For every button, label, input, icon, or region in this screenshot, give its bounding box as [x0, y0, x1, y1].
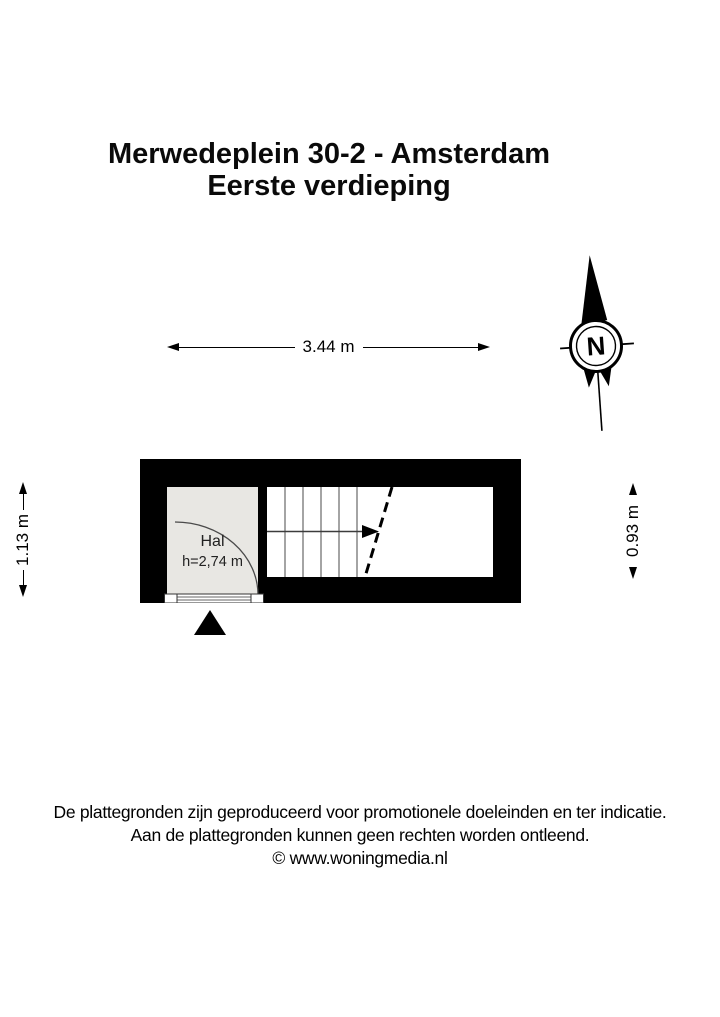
dimension-height-left: [9, 482, 37, 597]
room-name-label: Hal: [200, 533, 225, 550]
plan-title-floor: Eerste verdieping: [207, 170, 451, 202]
compass-north-label: N: [585, 330, 607, 362]
disclaimer-line1: De plattegronden zijn geproduceerd voor promotionele doeleinden en ter indicatie.: [53, 802, 667, 822]
dimension-arrow-down-icon: [629, 567, 637, 579]
door-post-left: [165, 594, 178, 603]
disclaimer-line2: Aan de plattegronden kunnen geen rechten worden ontleend.: [130, 825, 590, 845]
compass-needle-icon: [577, 254, 608, 324]
dimension-arrow-left-icon: [167, 343, 179, 351]
dimension-line: [23, 494, 24, 510]
dimension-arrow-up-icon: [19, 482, 27, 494]
dimension-width: [167, 336, 490, 358]
plan-title-address: Merwedeplein 30-2 - Amsterdam: [107, 138, 551, 170]
room-label: [167, 531, 258, 572]
dimension-arrow-right-icon: [478, 343, 490, 351]
dimension-right-label: 0.93 m: [623, 505, 642, 557]
dimension-line: [363, 347, 479, 348]
disclaimer: [0, 801, 720, 870]
floorplan-drawing: [140, 459, 521, 603]
north-compass-icon: [548, 243, 648, 443]
dimension-arrow-up-icon: [629, 483, 637, 495]
entrance-arrow-icon: [194, 610, 226, 635]
dimension-left-label: 1.13 m: [13, 513, 32, 566]
door-post-right: [251, 594, 264, 603]
plan-title: [0, 138, 658, 202]
dimension-line: [179, 347, 295, 348]
dimension-height-right: [619, 483, 647, 579]
dimension-line: [23, 570, 24, 586]
dimension-width-label: 3.44 m: [302, 337, 355, 356]
room-ceiling-height-label: h=2,74 m: [182, 553, 243, 570]
disclaimer-copyright: © www.woningmedia.nl: [272, 848, 448, 868]
dimension-arrow-down-icon: [19, 585, 27, 597]
compass-tail-line: [598, 371, 602, 431]
entrance-door-sill: [165, 594, 264, 603]
